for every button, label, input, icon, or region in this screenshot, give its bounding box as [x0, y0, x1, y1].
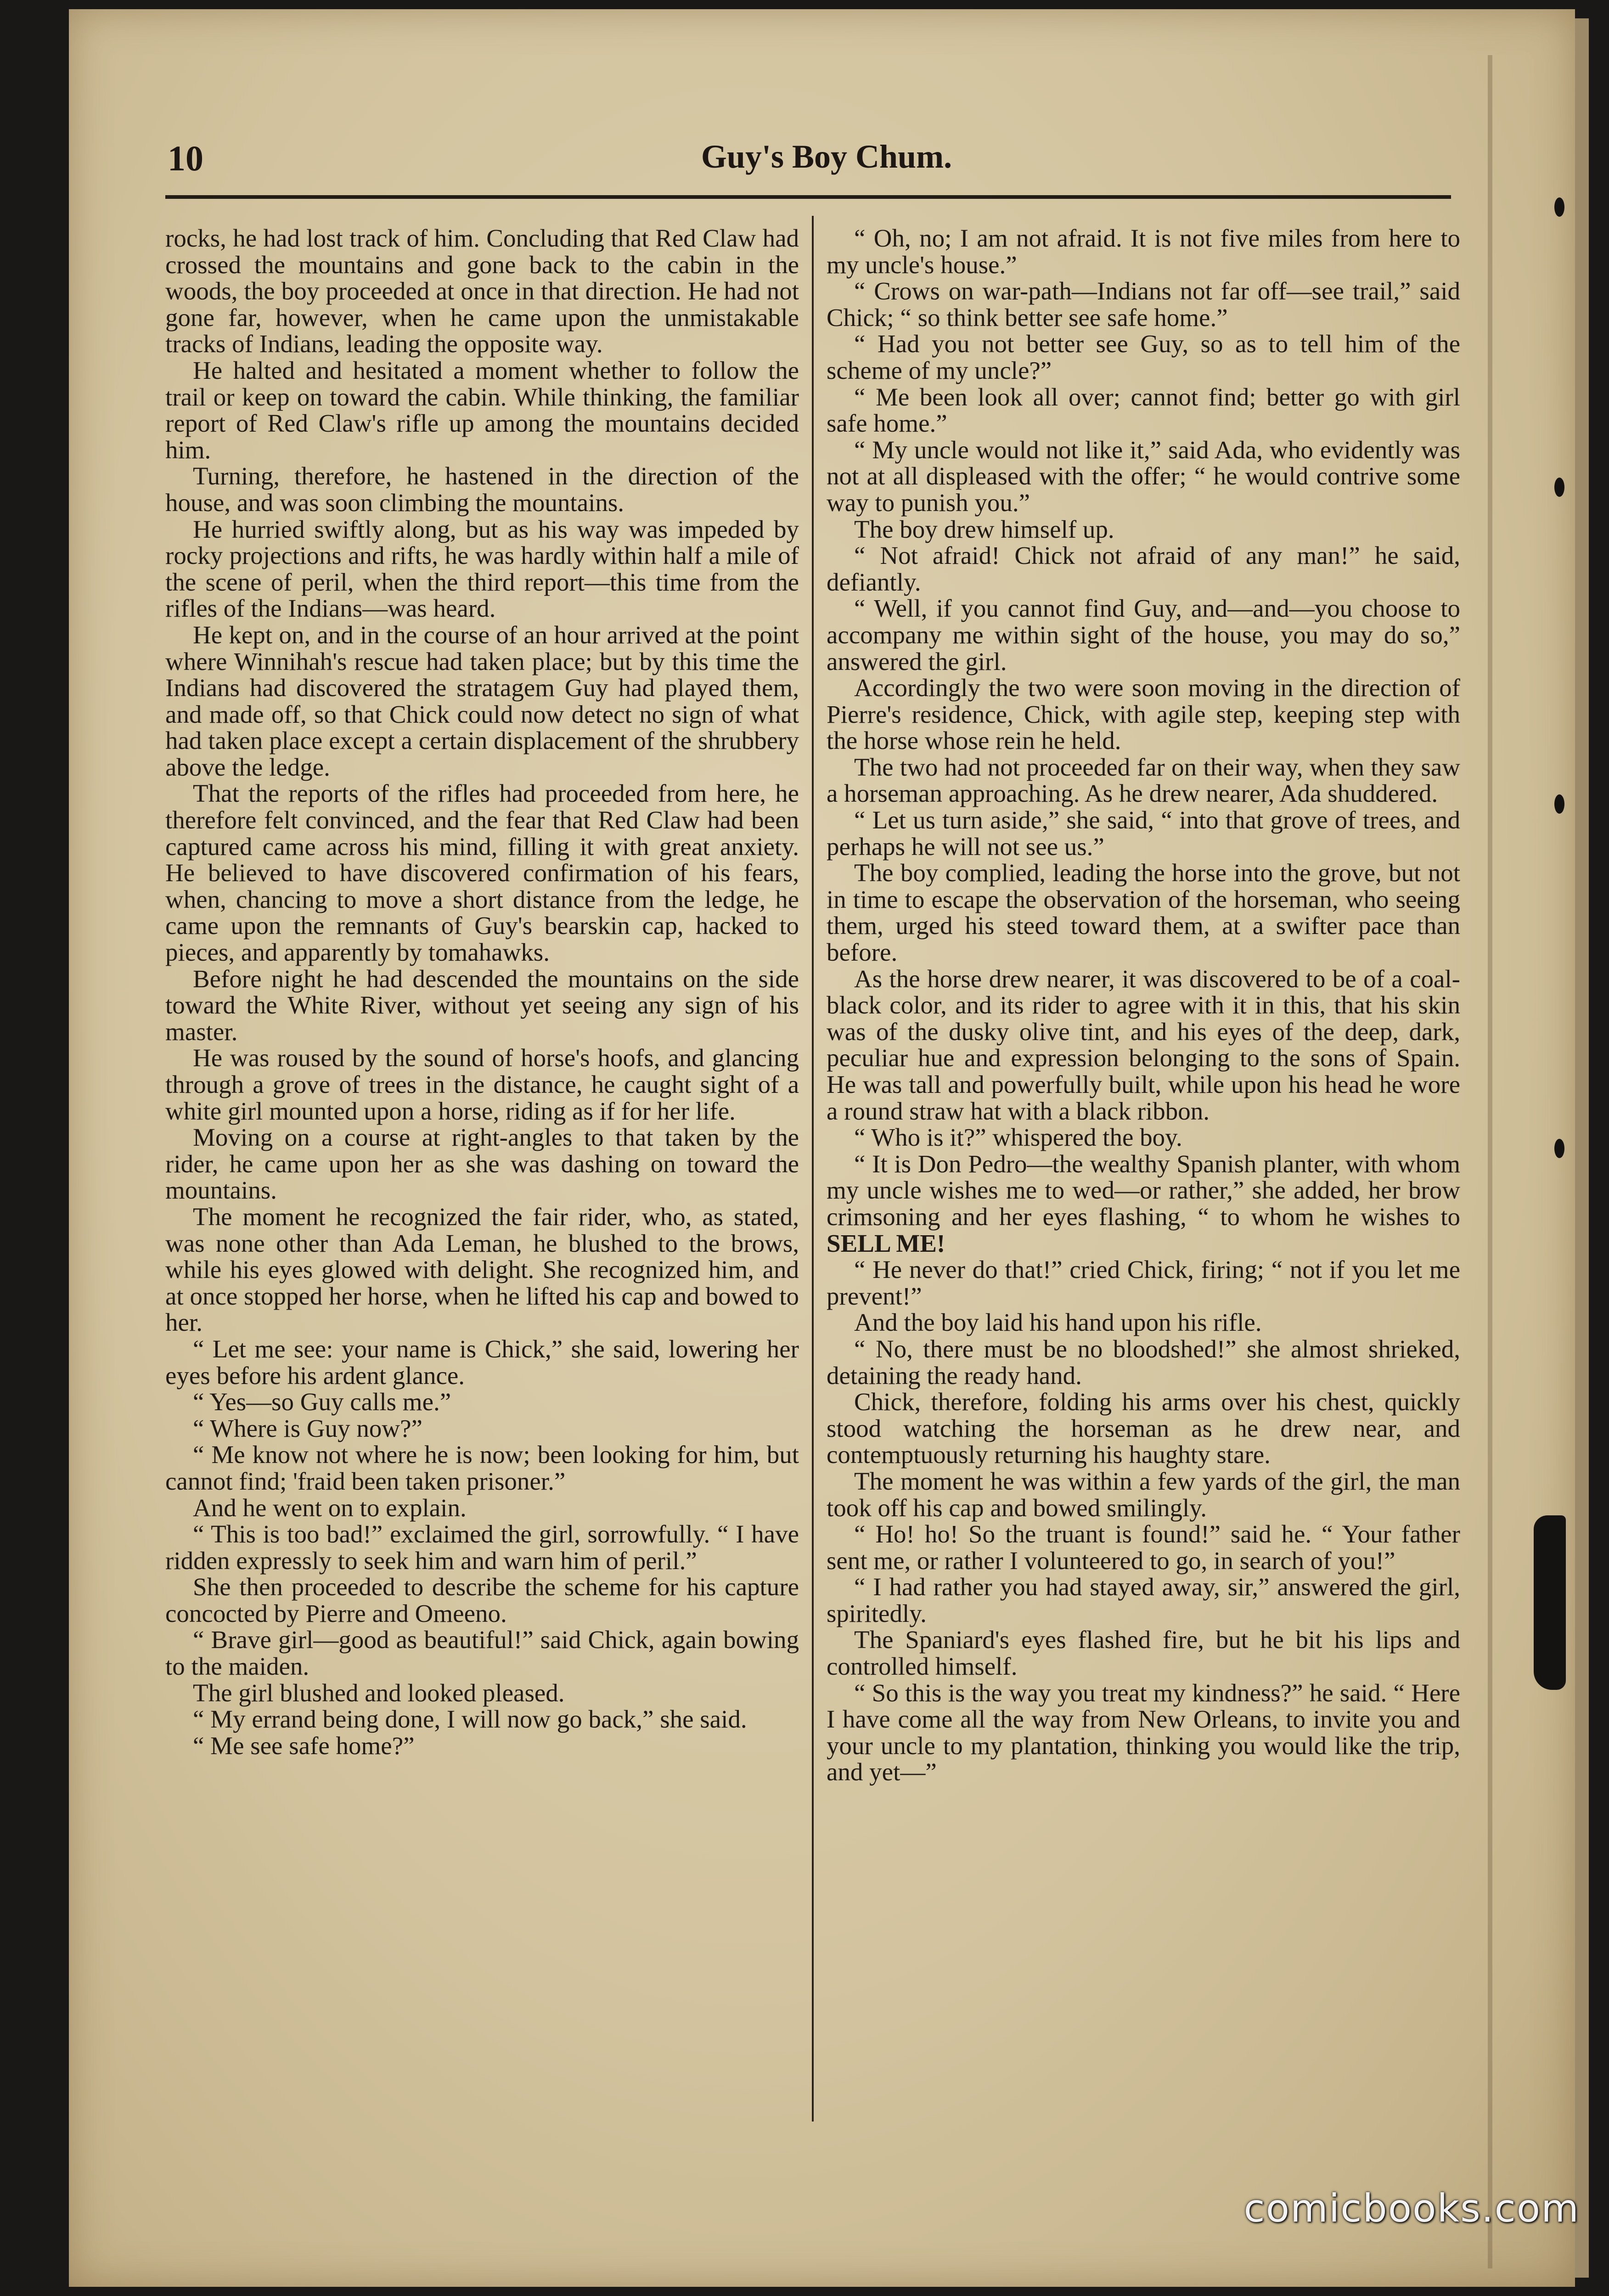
fold-line	[1488, 55, 1492, 2268]
paragraph: She then proceeded to describe the scheme for his capture concocted by Pierre and Omeeno.	[165, 1573, 799, 1627]
paragraph: He halted and hesitated a moment whether to follow the trail or keep on toward the cabin. While thinking, the familiar report of Red Claw's rifle up among the mountains decided him.	[165, 356, 799, 464]
paragraph: The two had not proceeded far on their way, when they saw a horseman approaching. As he drew nearer, Ada shuddered.	[827, 753, 1460, 808]
paragraph: Before night he had descended the mountains on the side toward the White River, without yet seeing any sign of his master.	[165, 964, 799, 1046]
paragraph: “ Who is it?” whispered the boy.	[854, 1123, 1182, 1152]
paragraph: The boy complied, leading the horse into the grove, but not in time to escape the observation of the horseman, who seeing them, urged his steed toward them, at a swifter pace than before.	[827, 859, 1460, 967]
paragraph: “ So this is the way you treat my kindness?” he said. “ Here I have come all the way from New Orleans, to invite you and your uncle to my plantation, thinking you would like the trip, and yet—”	[827, 1678, 1460, 1786]
paragraph: “ Ho! ho! So the truant is found!” said he. “ Your father sent me, or rather I volunteered to go, in search of you!”	[827, 1520, 1460, 1575]
running-title: Guy's Boy Chum.	[701, 138, 952, 175]
paragraph: “ Had you not better see Guy, so as to tell him of the scheme of my uncle?”	[827, 330, 1460, 384]
paragraph: “ My errand being done, I will now go back,” she said.	[193, 1705, 747, 1733]
paragraph: rocks, he had lost track of him. Concluding that Red Claw had crossed the mountains and gone back to the cabin in the woods, the boy proceeded at once in that direction. He had not gone far, however, when he came upon the unmistakable tracks of Indians, leading the opposite way.	[165, 224, 799, 358]
paragraph: The moment he recognized the fair rider, who, as stated, was none other than Ada Leman, he blushed to the brows, while his eyes glowed with delight. She recognized him, and at once stopped her horse, when he lifted his cap and bowed to her.	[165, 1202, 799, 1337]
right-column	[827, 225, 1460, 1785]
paragraph: The Spaniard's eyes flashed fire, but he bit his lips and controlled himself.	[827, 1626, 1460, 1681]
page-number: 10	[168, 138, 203, 178]
paragraph: “ Yes—so Guy calls me.”	[193, 1388, 451, 1416]
paragraph: “ Brave girl—good as beautiful!” said Chick, again bowing to the maiden.	[165, 1626, 799, 1681]
paragraph: As the horse drew nearer, it was discovered to be of a coal-black color, and its rider to agree with it in this, that his skin was of the dusky olive tint, and his eyes of the deep, dark, peculiar hue and expression belonging to the sons of Spain. He was tall and powerfully built, while upon his head he wore a round straw hat with a black ribbon.	[827, 964, 1460, 1125]
paragraph-text: “ It is Don Pedro—the wealthy Spanish planter, with whom my uncle wishes me to wed—or rather,” she added, her brow crimsoning and her eyes flashing, “ to whom he wishes to	[827, 1149, 1460, 1231]
paragraph: “ Not afraid! Chick not afraid of any man!” he said, defiantly.	[827, 541, 1460, 596]
paragraph: “ I had rather you had stayed away, sir,” answered the girl, spiritedly.	[827, 1573, 1460, 1627]
paragraph: “ Well, if you cannot find Guy, and—and—you choose to accompany me within sight of the house, you may do so,” answered the girl.	[827, 594, 1460, 675]
paragraph: He hurried swiftly along, but as his way was impeded by rocky projections and rifts, he was hardly within half a mile of the scene of peril, when the third report—this time from the rifles of the Indians—was heard.	[165, 515, 799, 623]
paragraph: Chick, therefore, folding his arms over his chest, quickly stood watching the horseman as he drew near, and contemptuously returning his haughty stare.	[827, 1388, 1460, 1469]
paragraph: He was roused by the sound of horse's hoofs, and glancing through a grove of trees in the distance, he caught sight of a white girl mounted upon a horse, riding as if for her life.	[165, 1044, 799, 1125]
paragraph: The moment he was within a few yards of the girl, the man took off his cap and bowed smilingly.	[827, 1467, 1460, 1522]
header-rule	[165, 195, 1451, 199]
paragraph: “ Me know not where he is now; been looking for him, but cannot find; 'fraid been taken prisoner.”	[165, 1441, 799, 1495]
binding-hole	[1554, 478, 1564, 497]
paragraph: “ My uncle would not like it,” said Ada, who evidently was not at all displeased with the offer; “ he would contrive some way to punish you.”	[827, 435, 1460, 517]
paragraph: The boy drew himself up.	[854, 515, 1114, 543]
paragraph: He kept on, and in the course of an hour arrived at the point where Winnihah's rescue had taken place; but by this time the Indians had discovered the stratagem Guy had played them, and made off, so that Chick could now detect no sign of what had taken place except a certain displacement of the shrubbery above the ledge.	[165, 620, 799, 781]
paragraph: “ Me see safe home?”	[193, 1731, 415, 1760]
site-watermark: comicbooks.com	[1243, 2186, 1580, 2231]
binding-tear	[1534, 1515, 1566, 1690]
paragraph: “ This is too bad!” exclaimed the girl, sorrowfully. “ I have ridden expressly to seek him and warn him of peril.”	[165, 1520, 799, 1575]
binding-hole	[1554, 197, 1564, 217]
paragraph: That the reports of the rifles had proceeded from here, he therefore felt convinced, and the fear that Red Claw had been captured came across his mind, filling it with great anxiety. He believed to have discovered confirmation of his fears, when, chancing to move a short distance from the ledge, he came upon the remnants of Guy's bearskin cap, hacked to pieces, and apparently by tomahawks.	[165, 779, 799, 967]
paragraph: “ He never do that!” cried Chick, firing; “ not if you let me prevent!”	[827, 1255, 1460, 1310]
column-divider	[812, 216, 814, 2122]
paragraph: “ Me been look all over; cannot find; better go with girl safe home.”	[827, 383, 1460, 438]
binding-hole	[1554, 794, 1564, 814]
paragraph: “ No, there must be no bloodshed!” she almost shrieked, detaining the ready hand.	[827, 1334, 1460, 1390]
left-column	[165, 225, 799, 1759]
paragraph: “ Oh, no; I am not afraid. It is not five miles from here to my uncle's house.”	[827, 224, 1460, 279]
paragraph: And the boy laid his hand upon his rifle.	[854, 1308, 1262, 1337]
paragraph: “ Let me see: your name is Chick,” she said, lowering her eyes before his ardent glance.	[165, 1334, 799, 1390]
paragraph: “ Let us turn aside,” she said, “ into that grove of trees, and perhaps he will not see us.”	[827, 806, 1460, 861]
paragraph: Moving on a course at right-angles to that taken by the rider, he came upon her as she was dashing on toward the mountains.	[165, 1123, 799, 1204]
emphasis-text: SELL ME!	[827, 1229, 945, 1257]
paragraph: “ Where is Guy now?”	[193, 1414, 422, 1442]
paragraph: “ Crows on war-path—Indians not far off—see trail,” said Chick; “ so think better see safe home.”	[827, 277, 1460, 332]
paragraph: Turning, therefore, he hastened in the direction of the house, and was soon climbing the mountains.	[165, 462, 799, 517]
paragraph	[827, 1151, 1460, 1256]
paper-edge	[1575, 18, 1589, 2278]
paragraph: The girl blushed and looked pleased.	[193, 1678, 565, 1707]
binding-hole	[1554, 1139, 1564, 1158]
paragraph: And he went on to explain.	[193, 1493, 467, 1522]
paragraph: Accordingly the two were soon moving in the direction of Pierre's residence, Chick, with agile step, keeping step with the horse whose rein he held.	[827, 674, 1460, 755]
